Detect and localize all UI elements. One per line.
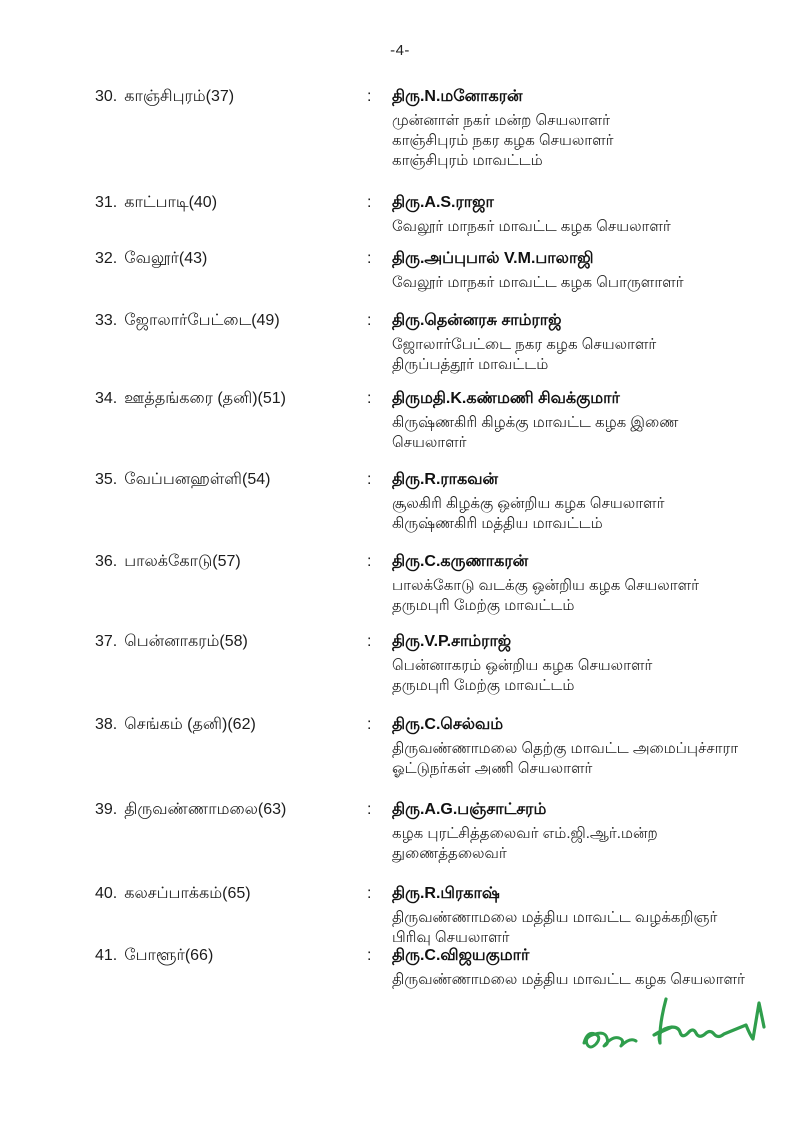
- list-item: [95, 469, 760, 534]
- constituency-name: வேலூர்(43): [124, 250, 208, 267]
- list-item: [95, 631, 760, 696]
- signature-icon: [578, 985, 768, 1070]
- officer-role: காஞ்சிபுரம் மாவட்டம்: [392, 152, 543, 169]
- constituency-name: காட்பாடி(40): [124, 194, 218, 211]
- constituency-name: போளூர்(66): [124, 947, 214, 964]
- constituency-name: பென்னாகரம்(58): [124, 633, 248, 650]
- colon-separator: :: [367, 801, 372, 818]
- list-item: [95, 883, 760, 948]
- list-item: [95, 310, 760, 375]
- constituency-name: வேப்பனஹள்ளி(54): [124, 471, 271, 488]
- entry-number: 37.: [95, 633, 118, 650]
- entry-number: 41.: [95, 947, 118, 964]
- officer-role: பென்னாகரம் ஒன்றிய கழக செயலாளர்: [392, 657, 653, 674]
- entry-number: 30.: [95, 88, 118, 105]
- list-item: [95, 388, 760, 453]
- constituency-name: செங்கம் (தனி)(62): [124, 716, 256, 733]
- officer-role: கிருஷ்ணகிரி கிழக்கு மாவட்ட கழக இணை: [392, 414, 679, 431]
- colon-separator: :: [367, 947, 372, 964]
- officer-role: சூலகிரி கிழக்கு ஒன்றிய கழக செயலாளர்: [392, 495, 665, 512]
- page-number: -4-: [390, 42, 410, 59]
- colon-separator: :: [367, 250, 372, 267]
- constituency-name: பாலக்கோடு(57): [124, 553, 241, 570]
- constituency-name: கலசப்பாக்கம்(65): [124, 885, 251, 902]
- colon-separator: :: [367, 88, 372, 105]
- officer-name: திரு.A.G.பஞ்சாட்சரம்: [392, 801, 547, 818]
- entry-number: 33.: [95, 312, 118, 329]
- list-item: [95, 799, 760, 864]
- colon-separator: :: [367, 885, 372, 902]
- officer-name: திரு.தென்னரசு சாம்ராஜ்: [392, 312, 562, 329]
- colon-separator: :: [367, 716, 372, 733]
- constituency-name: காஞ்சிபுரம்(37): [124, 88, 235, 105]
- colon-separator: :: [367, 633, 372, 650]
- officer-role: தருமபுரி மேற்கு மாவட்டம்: [392, 597, 575, 614]
- list-item: [95, 248, 760, 293]
- officer-role: பிரிவு செயலாளர்: [392, 929, 510, 946]
- list-item: [95, 714, 760, 779]
- officer-name: திரு.C.கருணாகரன்: [392, 553, 529, 570]
- list-item: [95, 86, 760, 171]
- officer-name: திரு.R.ராகவன்: [392, 471, 499, 488]
- colon-separator: :: [367, 194, 372, 211]
- officer-name: திரு.C.செல்வம்: [392, 716, 504, 733]
- officer-role: கழக புரட்சித்தலைவர் எம்.ஜி.ஆர்.மன்ற: [392, 825, 658, 842]
- officer-role: துணைத்தலைவர்: [392, 845, 507, 862]
- entry-number: 40.: [95, 885, 118, 902]
- officer-role: முன்னாள் நகர் மன்ற செயலாளர்: [392, 112, 611, 129]
- colon-separator: :: [367, 312, 372, 329]
- officer-name: திரு.அப்புபால் V.M.பாலாஜி: [392, 250, 594, 267]
- list-item: [95, 192, 760, 237]
- officer-role: திருப்பத்தூர் மாவட்டம்: [392, 356, 549, 373]
- constituency-name: ஊத்தங்கரை (தனி)(51): [124, 390, 287, 407]
- officer-role: ஜோலார்பேட்டை நகர கழக செயலாளர்: [392, 336, 657, 353]
- entry-number: 36.: [95, 553, 118, 570]
- officer-role: பாலக்கோடு வடக்கு ஒன்றிய கழக செயலாளர்: [392, 577, 699, 594]
- officer-role: திருவண்ணாமலை மத்திய மாவட்ட வழக்கறிஞர்: [392, 909, 718, 926]
- officer-role: திருவண்ணாமலை தெற்கு மாவட்ட அமைப்புச்சாரா: [392, 740, 739, 757]
- signature: [578, 985, 768, 1070]
- officer-name: திரு.N.மனோகரன்: [392, 88, 523, 105]
- colon-separator: :: [367, 471, 372, 488]
- list-item: [95, 551, 760, 616]
- officer-name: திரு.A.S.ராஜா: [392, 194, 494, 211]
- constituency-name: திருவண்ணாமலை(63): [124, 801, 287, 818]
- entry-number: 34.: [95, 390, 118, 407]
- list-item: [95, 945, 760, 990]
- officer-name: திரு.V.P.சாம்ராஜ்: [392, 633, 512, 650]
- officer-role: வேலூர் மாநகர் மாவட்ட கழக பொருளாளர்: [392, 274, 684, 291]
- officer-role: தருமபுரி மேற்கு மாவட்டம்: [392, 677, 575, 694]
- officer-role: காஞ்சிபுரம் நகர கழக செயலாளர்: [392, 132, 614, 149]
- constituency-name: ஜோலார்பேட்டை(49): [124, 312, 280, 329]
- entry-number: 32.: [95, 250, 118, 267]
- entry-number: 39.: [95, 801, 118, 818]
- officer-name: திருமதி.K.கண்மணி சிவக்குமார்: [392, 390, 620, 407]
- officer-name: திரு.C.விஜயகுமார்: [392, 947, 530, 964]
- officer-role: வேலூர் மாநகர் மாவட்ட கழக செயலாளர்: [392, 218, 671, 235]
- officer-role: ஓட்டுநர்கள் அணி செயலாளர்: [392, 760, 593, 777]
- officer-role: கிருஷ்ணகிரி மத்திய மாவட்டம்: [392, 515, 603, 532]
- entry-number: 31.: [95, 194, 118, 211]
- officer-name: திரு.R.பிரகாஷ்: [392, 885, 500, 902]
- officer-role: செயலாளர்: [392, 434, 467, 451]
- colon-separator: :: [367, 390, 372, 407]
- entry-number: 35.: [95, 471, 118, 488]
- officer-role: திருவண்ணாமலை மத்திய மாவட்ட கழக செயலாளர்: [392, 971, 745, 988]
- colon-separator: :: [367, 553, 372, 570]
- entry-number: 38.: [95, 716, 118, 733]
